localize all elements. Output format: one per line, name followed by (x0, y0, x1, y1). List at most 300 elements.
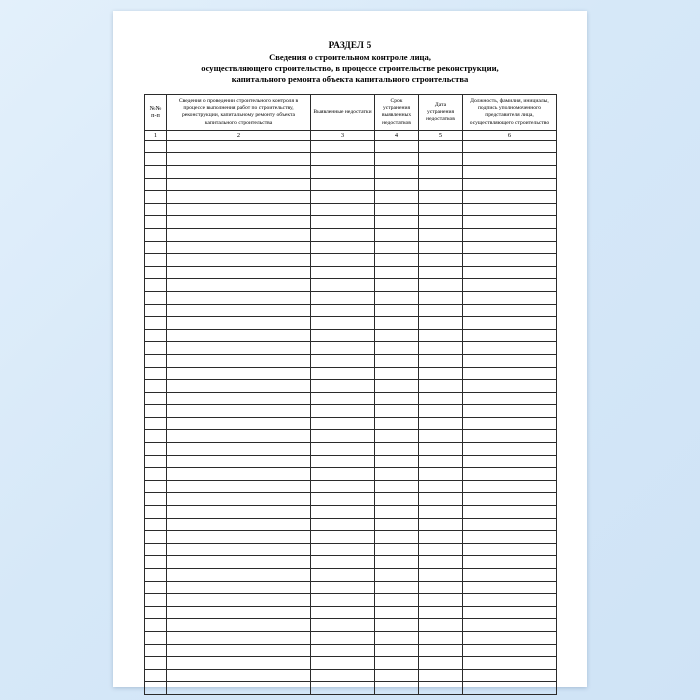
table-row[interactable] (145, 354, 557, 367)
table-row[interactable] (145, 228, 557, 241)
cell-representative[interactable] (463, 254, 557, 267)
cell-control-info[interactable] (167, 518, 311, 531)
cell-number[interactable] (145, 153, 167, 166)
cell-number[interactable] (145, 367, 167, 380)
cell-defects[interactable] (311, 140, 375, 153)
cell-defects[interactable] (311, 594, 375, 607)
cell-representative[interactable] (463, 178, 557, 191)
cell-control-info[interactable] (167, 380, 311, 393)
cell-defects[interactable] (311, 228, 375, 241)
cell-number[interactable] (145, 493, 167, 506)
table-row[interactable] (145, 241, 557, 254)
cell-fix-date[interactable] (419, 569, 463, 582)
cell-representative[interactable] (463, 153, 557, 166)
cell-control-info[interactable] (167, 367, 311, 380)
cell-fix-deadline[interactable] (375, 493, 419, 506)
table-row[interactable] (145, 606, 557, 619)
cell-control-info[interactable] (167, 569, 311, 582)
cell-representative[interactable] (463, 329, 557, 342)
cell-defects[interactable] (311, 443, 375, 456)
cell-fix-deadline[interactable] (375, 569, 419, 582)
cell-fix-date[interactable] (419, 342, 463, 355)
cell-number[interactable] (145, 619, 167, 632)
cell-number[interactable] (145, 329, 167, 342)
cell-defects[interactable] (311, 380, 375, 393)
cell-control-info[interactable] (167, 203, 311, 216)
cell-control-info[interactable] (167, 228, 311, 241)
cell-fix-deadline[interactable] (375, 367, 419, 380)
cell-representative[interactable] (463, 644, 557, 657)
cell-fix-deadline[interactable] (375, 669, 419, 682)
cell-representative[interactable] (463, 455, 557, 468)
cell-fix-deadline[interactable] (375, 480, 419, 493)
cell-fix-date[interactable] (419, 506, 463, 519)
cell-fix-date[interactable] (419, 480, 463, 493)
cell-control-info[interactable] (167, 657, 311, 670)
cell-number[interactable] (145, 455, 167, 468)
cell-control-info[interactable] (167, 480, 311, 493)
cell-number[interactable] (145, 480, 167, 493)
cell-number[interactable] (145, 304, 167, 317)
cell-control-info[interactable] (167, 354, 311, 367)
table-row[interactable] (145, 166, 557, 179)
cell-representative[interactable] (463, 506, 557, 519)
cell-fix-date[interactable] (419, 354, 463, 367)
cell-fix-date[interactable] (419, 669, 463, 682)
cell-number[interactable] (145, 354, 167, 367)
cell-defects[interactable] (311, 556, 375, 569)
cell-fix-deadline[interactable] (375, 417, 419, 430)
cell-representative[interactable] (463, 367, 557, 380)
cell-defects[interactable] (311, 631, 375, 644)
cell-number[interactable] (145, 405, 167, 418)
cell-control-info[interactable] (167, 581, 311, 594)
cell-representative[interactable] (463, 279, 557, 292)
cell-control-info[interactable] (167, 178, 311, 191)
cell-control-info[interactable] (167, 317, 311, 330)
cell-number[interactable] (145, 531, 167, 544)
cell-number[interactable] (145, 203, 167, 216)
table-row[interactable] (145, 216, 557, 229)
cell-representative[interactable] (463, 342, 557, 355)
cell-defects[interactable] (311, 203, 375, 216)
cell-fix-deadline[interactable] (375, 556, 419, 569)
cell-number[interactable] (145, 317, 167, 330)
cell-number[interactable] (145, 644, 167, 657)
cell-fix-date[interactable] (419, 556, 463, 569)
cell-number[interactable] (145, 506, 167, 519)
cell-representative[interactable] (463, 480, 557, 493)
cell-fix-date[interactable] (419, 468, 463, 481)
cell-fix-deadline[interactable] (375, 506, 419, 519)
cell-control-info[interactable] (167, 279, 311, 292)
cell-representative[interactable] (463, 581, 557, 594)
cell-representative[interactable] (463, 606, 557, 619)
cell-number[interactable] (145, 417, 167, 430)
cell-representative[interactable] (463, 266, 557, 279)
cell-control-info[interactable] (167, 443, 311, 456)
cell-representative[interactable] (463, 443, 557, 456)
table-row[interactable] (145, 518, 557, 531)
cell-fix-deadline[interactable] (375, 342, 419, 355)
cell-number[interactable] (145, 631, 167, 644)
cell-number[interactable] (145, 556, 167, 569)
cell-number[interactable] (145, 669, 167, 682)
cell-fix-date[interactable] (419, 493, 463, 506)
cell-representative[interactable] (463, 140, 557, 153)
cell-number[interactable] (145, 606, 167, 619)
cell-control-info[interactable] (167, 153, 311, 166)
cell-fix-deadline[interactable] (375, 228, 419, 241)
cell-number[interactable] (145, 581, 167, 594)
cell-defects[interactable] (311, 543, 375, 556)
cell-number[interactable] (145, 216, 167, 229)
table-row[interactable] (145, 468, 557, 481)
cell-fix-deadline[interactable] (375, 631, 419, 644)
cell-defects[interactable] (311, 455, 375, 468)
cell-control-info[interactable] (167, 241, 311, 254)
cell-defects[interactable] (311, 266, 375, 279)
cell-fix-date[interactable] (419, 304, 463, 317)
cell-representative[interactable] (463, 354, 557, 367)
cell-fix-deadline[interactable] (375, 304, 419, 317)
cell-number[interactable] (145, 140, 167, 153)
cell-fix-date[interactable] (419, 455, 463, 468)
cell-fix-deadline[interactable] (375, 254, 419, 267)
cell-number[interactable] (145, 569, 167, 582)
cell-fix-deadline[interactable] (375, 581, 419, 594)
cell-fix-date[interactable] (419, 266, 463, 279)
cell-defects[interactable] (311, 518, 375, 531)
cell-representative[interactable] (463, 191, 557, 204)
cell-fix-date[interactable] (419, 581, 463, 594)
cell-control-info[interactable] (167, 543, 311, 556)
cell-fix-date[interactable] (419, 367, 463, 380)
table-row[interactable] (145, 506, 557, 519)
cell-control-info[interactable] (167, 266, 311, 279)
cell-defects[interactable] (311, 317, 375, 330)
cell-fix-date[interactable] (419, 380, 463, 393)
cell-control-info[interactable] (167, 342, 311, 355)
cell-defects[interactable] (311, 304, 375, 317)
cell-fix-deadline[interactable] (375, 329, 419, 342)
cell-defects[interactable] (311, 191, 375, 204)
cell-number[interactable] (145, 657, 167, 670)
cell-fix-deadline[interactable] (375, 455, 419, 468)
cell-control-info[interactable] (167, 619, 311, 632)
cell-control-info[interactable] (167, 417, 311, 430)
cell-representative[interactable] (463, 631, 557, 644)
table-row[interactable] (145, 140, 557, 153)
cell-defects[interactable] (311, 531, 375, 544)
cell-control-info[interactable] (167, 594, 311, 607)
cell-defects[interactable] (311, 569, 375, 582)
table-row[interactable] (145, 203, 557, 216)
cell-representative[interactable] (463, 543, 557, 556)
cell-fix-deadline[interactable] (375, 405, 419, 418)
cell-defects[interactable] (311, 493, 375, 506)
cell-number[interactable] (145, 191, 167, 204)
cell-representative[interactable] (463, 216, 557, 229)
cell-defects[interactable] (311, 405, 375, 418)
cell-control-info[interactable] (167, 430, 311, 443)
cell-control-info[interactable] (167, 644, 311, 657)
cell-fix-deadline[interactable] (375, 468, 419, 481)
cell-fix-deadline[interactable] (375, 191, 419, 204)
cell-number[interactable] (145, 543, 167, 556)
cell-fix-date[interactable] (419, 594, 463, 607)
cell-control-info[interactable] (167, 140, 311, 153)
cell-fix-deadline[interactable] (375, 443, 419, 456)
cell-control-info[interactable] (167, 531, 311, 544)
cell-number[interactable] (145, 392, 167, 405)
cell-control-info[interactable] (167, 506, 311, 519)
cell-fix-date[interactable] (419, 153, 463, 166)
table-row[interactable] (145, 380, 557, 393)
cell-fix-date[interactable] (419, 329, 463, 342)
cell-defects[interactable] (311, 480, 375, 493)
cell-number[interactable] (145, 178, 167, 191)
cell-fix-deadline[interactable] (375, 153, 419, 166)
cell-fix-date[interactable] (419, 644, 463, 657)
cell-fix-deadline[interactable] (375, 266, 419, 279)
table-row[interactable] (145, 279, 557, 292)
table-row[interactable] (145, 405, 557, 418)
table-row[interactable] (145, 669, 557, 682)
cell-defects[interactable] (311, 430, 375, 443)
cell-representative[interactable] (463, 417, 557, 430)
cell-fix-date[interactable] (419, 392, 463, 405)
cell-number[interactable] (145, 166, 167, 179)
table-row[interactable] (145, 342, 557, 355)
table-row[interactable] (145, 480, 557, 493)
cell-fix-date[interactable] (419, 518, 463, 531)
table-row[interactable] (145, 644, 557, 657)
cell-defects[interactable] (311, 606, 375, 619)
table-row[interactable] (145, 367, 557, 380)
cell-representative[interactable] (463, 657, 557, 670)
table-row[interactable] (145, 153, 557, 166)
cell-fix-date[interactable] (419, 216, 463, 229)
cell-fix-deadline[interactable] (375, 644, 419, 657)
cell-fix-deadline[interactable] (375, 518, 419, 531)
cell-number[interactable] (145, 518, 167, 531)
cell-fix-deadline[interactable] (375, 203, 419, 216)
cell-defects[interactable] (311, 682, 375, 695)
cell-control-info[interactable] (167, 405, 311, 418)
cell-fix-deadline[interactable] (375, 178, 419, 191)
cell-defects[interactable] (311, 254, 375, 267)
cell-representative[interactable] (463, 304, 557, 317)
cell-representative[interactable] (463, 518, 557, 531)
table-row[interactable] (145, 556, 557, 569)
cell-fix-deadline[interactable] (375, 392, 419, 405)
cell-representative[interactable] (463, 405, 557, 418)
table-row[interactable] (145, 619, 557, 632)
cell-number[interactable] (145, 430, 167, 443)
cell-representative[interactable] (463, 228, 557, 241)
cell-fix-date[interactable] (419, 291, 463, 304)
cell-defects[interactable] (311, 279, 375, 292)
cell-fix-deadline[interactable] (375, 430, 419, 443)
cell-control-info[interactable] (167, 254, 311, 267)
cell-number[interactable] (145, 254, 167, 267)
cell-number[interactable] (145, 228, 167, 241)
cell-fix-deadline[interactable] (375, 140, 419, 153)
cell-number[interactable] (145, 380, 167, 393)
cell-fix-date[interactable] (419, 606, 463, 619)
cell-fix-deadline[interactable] (375, 380, 419, 393)
cell-fix-date[interactable] (419, 279, 463, 292)
cell-fix-date[interactable] (419, 619, 463, 632)
cell-defects[interactable] (311, 468, 375, 481)
table-row[interactable] (145, 430, 557, 443)
cell-control-info[interactable] (167, 631, 311, 644)
table-row[interactable] (145, 329, 557, 342)
table-row[interactable] (145, 392, 557, 405)
cell-representative[interactable] (463, 556, 557, 569)
cell-control-info[interactable] (167, 455, 311, 468)
table-row[interactable] (145, 304, 557, 317)
cell-number[interactable] (145, 241, 167, 254)
cell-representative[interactable] (463, 291, 557, 304)
cell-defects[interactable] (311, 241, 375, 254)
cell-representative[interactable] (463, 203, 557, 216)
cell-defects[interactable] (311, 506, 375, 519)
cell-fix-date[interactable] (419, 191, 463, 204)
cell-number[interactable] (145, 594, 167, 607)
cell-number[interactable] (145, 443, 167, 456)
cell-representative[interactable] (463, 569, 557, 582)
cell-defects[interactable] (311, 166, 375, 179)
cell-control-info[interactable] (167, 304, 311, 317)
cell-defects[interactable] (311, 367, 375, 380)
cell-control-info[interactable] (167, 329, 311, 342)
cell-defects[interactable] (311, 178, 375, 191)
cell-fix-deadline[interactable] (375, 657, 419, 670)
cell-defects[interactable] (311, 644, 375, 657)
cell-fix-date[interactable] (419, 317, 463, 330)
cell-fix-date[interactable] (419, 178, 463, 191)
cell-number[interactable] (145, 342, 167, 355)
cell-control-info[interactable] (167, 191, 311, 204)
cell-fix-date[interactable] (419, 531, 463, 544)
cell-defects[interactable] (311, 392, 375, 405)
cell-representative[interactable] (463, 468, 557, 481)
table-row[interactable] (145, 417, 557, 430)
cell-control-info[interactable] (167, 468, 311, 481)
cell-defects[interactable] (311, 669, 375, 682)
cell-number[interactable] (145, 291, 167, 304)
cell-defects[interactable] (311, 216, 375, 229)
cell-representative[interactable] (463, 594, 557, 607)
cell-number[interactable] (145, 266, 167, 279)
cell-fix-deadline[interactable] (375, 317, 419, 330)
table-row[interactable] (145, 594, 557, 607)
cell-fix-deadline[interactable] (375, 279, 419, 292)
cell-fix-deadline[interactable] (375, 241, 419, 254)
cell-control-info[interactable] (167, 392, 311, 405)
table-row[interactable] (145, 443, 557, 456)
cell-control-info[interactable] (167, 606, 311, 619)
table-row[interactable] (145, 291, 557, 304)
cell-fix-deadline[interactable] (375, 216, 419, 229)
cell-control-info[interactable] (167, 493, 311, 506)
table-row[interactable] (145, 493, 557, 506)
cell-fix-date[interactable] (419, 166, 463, 179)
cell-representative[interactable] (463, 317, 557, 330)
table-row[interactable] (145, 682, 557, 695)
table-row[interactable] (145, 631, 557, 644)
cell-representative[interactable] (463, 380, 557, 393)
cell-fix-date[interactable] (419, 682, 463, 695)
table-row[interactable] (145, 531, 557, 544)
cell-fix-deadline[interactable] (375, 543, 419, 556)
cell-number[interactable] (145, 682, 167, 695)
cell-control-info[interactable] (167, 682, 311, 695)
cell-number[interactable] (145, 279, 167, 292)
table-row[interactable] (145, 317, 557, 330)
cell-defects[interactable] (311, 342, 375, 355)
table-row[interactable] (145, 266, 557, 279)
cell-defects[interactable] (311, 657, 375, 670)
cell-fix-deadline[interactable] (375, 682, 419, 695)
cell-fix-deadline[interactable] (375, 606, 419, 619)
table-row[interactable] (145, 569, 557, 582)
table-row[interactable] (145, 455, 557, 468)
cell-fix-deadline[interactable] (375, 291, 419, 304)
cell-fix-deadline[interactable] (375, 354, 419, 367)
table-row[interactable] (145, 657, 557, 670)
table-row[interactable] (145, 191, 557, 204)
cell-control-info[interactable] (167, 669, 311, 682)
cell-control-info[interactable] (167, 556, 311, 569)
cell-fix-date[interactable] (419, 657, 463, 670)
cell-representative[interactable] (463, 430, 557, 443)
cell-representative[interactable] (463, 531, 557, 544)
cell-representative[interactable] (463, 392, 557, 405)
cell-control-info[interactable] (167, 216, 311, 229)
cell-fix-date[interactable] (419, 140, 463, 153)
table-row[interactable] (145, 581, 557, 594)
table-row[interactable] (145, 178, 557, 191)
cell-control-info[interactable] (167, 166, 311, 179)
cell-representative[interactable] (463, 682, 557, 695)
cell-fix-deadline[interactable] (375, 619, 419, 632)
cell-representative[interactable] (463, 493, 557, 506)
cell-defects[interactable] (311, 417, 375, 430)
cell-fix-date[interactable] (419, 203, 463, 216)
cell-fix-deadline[interactable] (375, 594, 419, 607)
cell-fix-deadline[interactable] (375, 531, 419, 544)
cell-fix-date[interactable] (419, 543, 463, 556)
cell-representative[interactable] (463, 669, 557, 682)
cell-defects[interactable] (311, 619, 375, 632)
cell-control-info[interactable] (167, 291, 311, 304)
cell-fix-date[interactable] (419, 417, 463, 430)
cell-defects[interactable] (311, 153, 375, 166)
cell-fix-deadline[interactable] (375, 166, 419, 179)
table-row[interactable] (145, 543, 557, 556)
cell-fix-date[interactable] (419, 631, 463, 644)
cell-number[interactable] (145, 468, 167, 481)
cell-fix-date[interactable] (419, 228, 463, 241)
cell-fix-date[interactable] (419, 430, 463, 443)
cell-fix-date[interactable] (419, 254, 463, 267)
cell-fix-date[interactable] (419, 241, 463, 254)
cell-representative[interactable] (463, 166, 557, 179)
cell-defects[interactable] (311, 581, 375, 594)
